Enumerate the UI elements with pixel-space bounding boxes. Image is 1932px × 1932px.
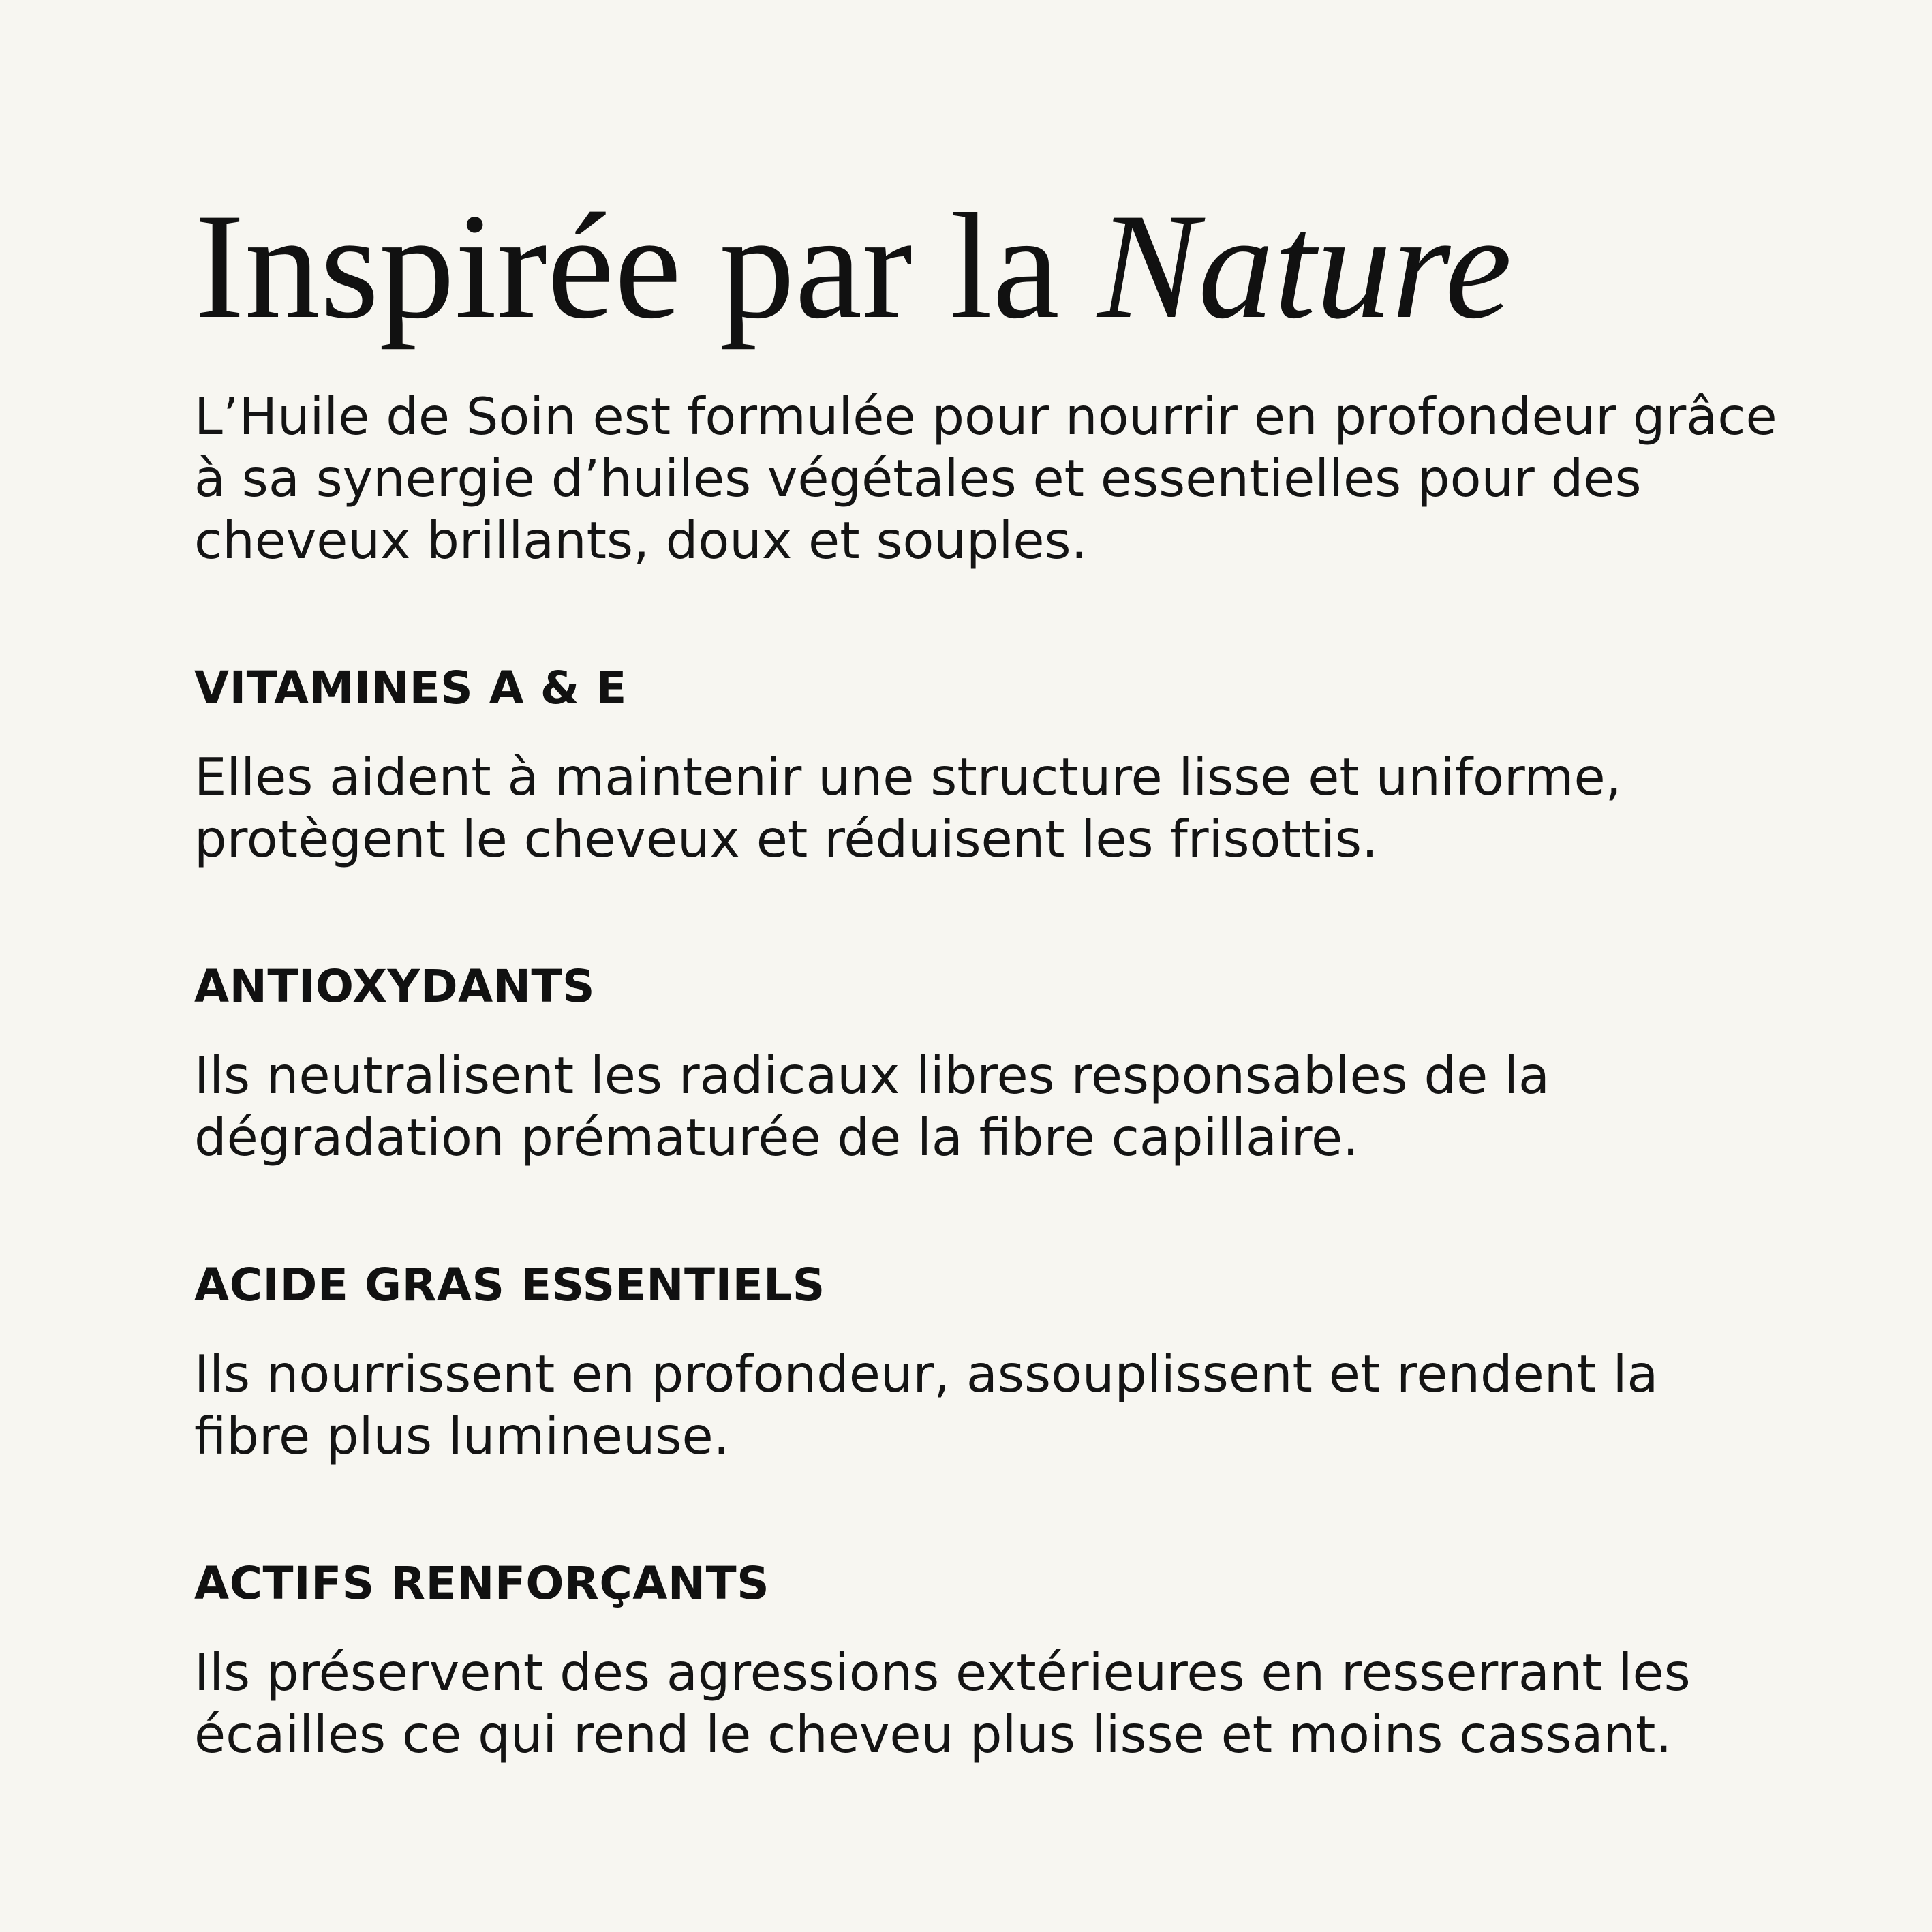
section-heading: VITAMINES A & E bbox=[194, 662, 627, 714]
section-description bbox=[194, 1642, 1762, 1766]
section-line: dégradation prématurée de la fibre capillaire. bbox=[194, 1107, 1359, 1167]
intro-line: L’Huile de Soin est formulée pour nourrir en profondeur grâce bbox=[194, 386, 1777, 446]
page-title bbox=[194, 183, 1762, 350]
section-line: Ils préservent des agressions extérieures en resserrant les bbox=[194, 1642, 1691, 1702]
section-description bbox=[194, 746, 1762, 870]
page-title-main: Inspirée par la bbox=[194, 183, 1098, 350]
content-page bbox=[194, 183, 1777, 1766]
section-vitamines bbox=[194, 662, 1762, 870]
section-description bbox=[194, 1045, 1762, 1169]
section-actifs-renforcants bbox=[194, 1557, 1762, 1766]
section-line: fibre plus lumineuse. bbox=[194, 1406, 730, 1466]
section-description bbox=[194, 1343, 1762, 1467]
section-line: Ils nourrissent en profondeur, assouplissent et rendent la bbox=[194, 1344, 1659, 1404]
section-line: Elles aident à maintenir une structure lisse et uniforme, bbox=[194, 747, 1622, 807]
page-title-emphasis: Nature bbox=[1097, 183, 1512, 350]
section-heading: ACTIFS RENFORÇANTS bbox=[194, 1557, 770, 1610]
intro-line: cheveux brillants, doux et souples. bbox=[194, 510, 1088, 570]
intro-paragraph bbox=[194, 386, 1777, 572]
section-heading: ANTIOXYDANTS bbox=[194, 960, 595, 1013]
section-line: Ils neutralisent les radicaux libres responsables de la bbox=[194, 1045, 1550, 1105]
section-antioxydants bbox=[194, 960, 1762, 1169]
section-heading: ACIDE GRAS ESSENTIELS bbox=[194, 1259, 825, 1311]
intro-line: à sa synergie d’huiles végétales et essentielles pour des bbox=[194, 448, 1642, 508]
section-line: écailles ce qui rend le cheveu plus lisse et moins cassant. bbox=[194, 1704, 1672, 1764]
section-line: protègent le cheveux et réduisent les frisottis. bbox=[194, 809, 1378, 869]
section-acide-gras bbox=[194, 1259, 1762, 1467]
